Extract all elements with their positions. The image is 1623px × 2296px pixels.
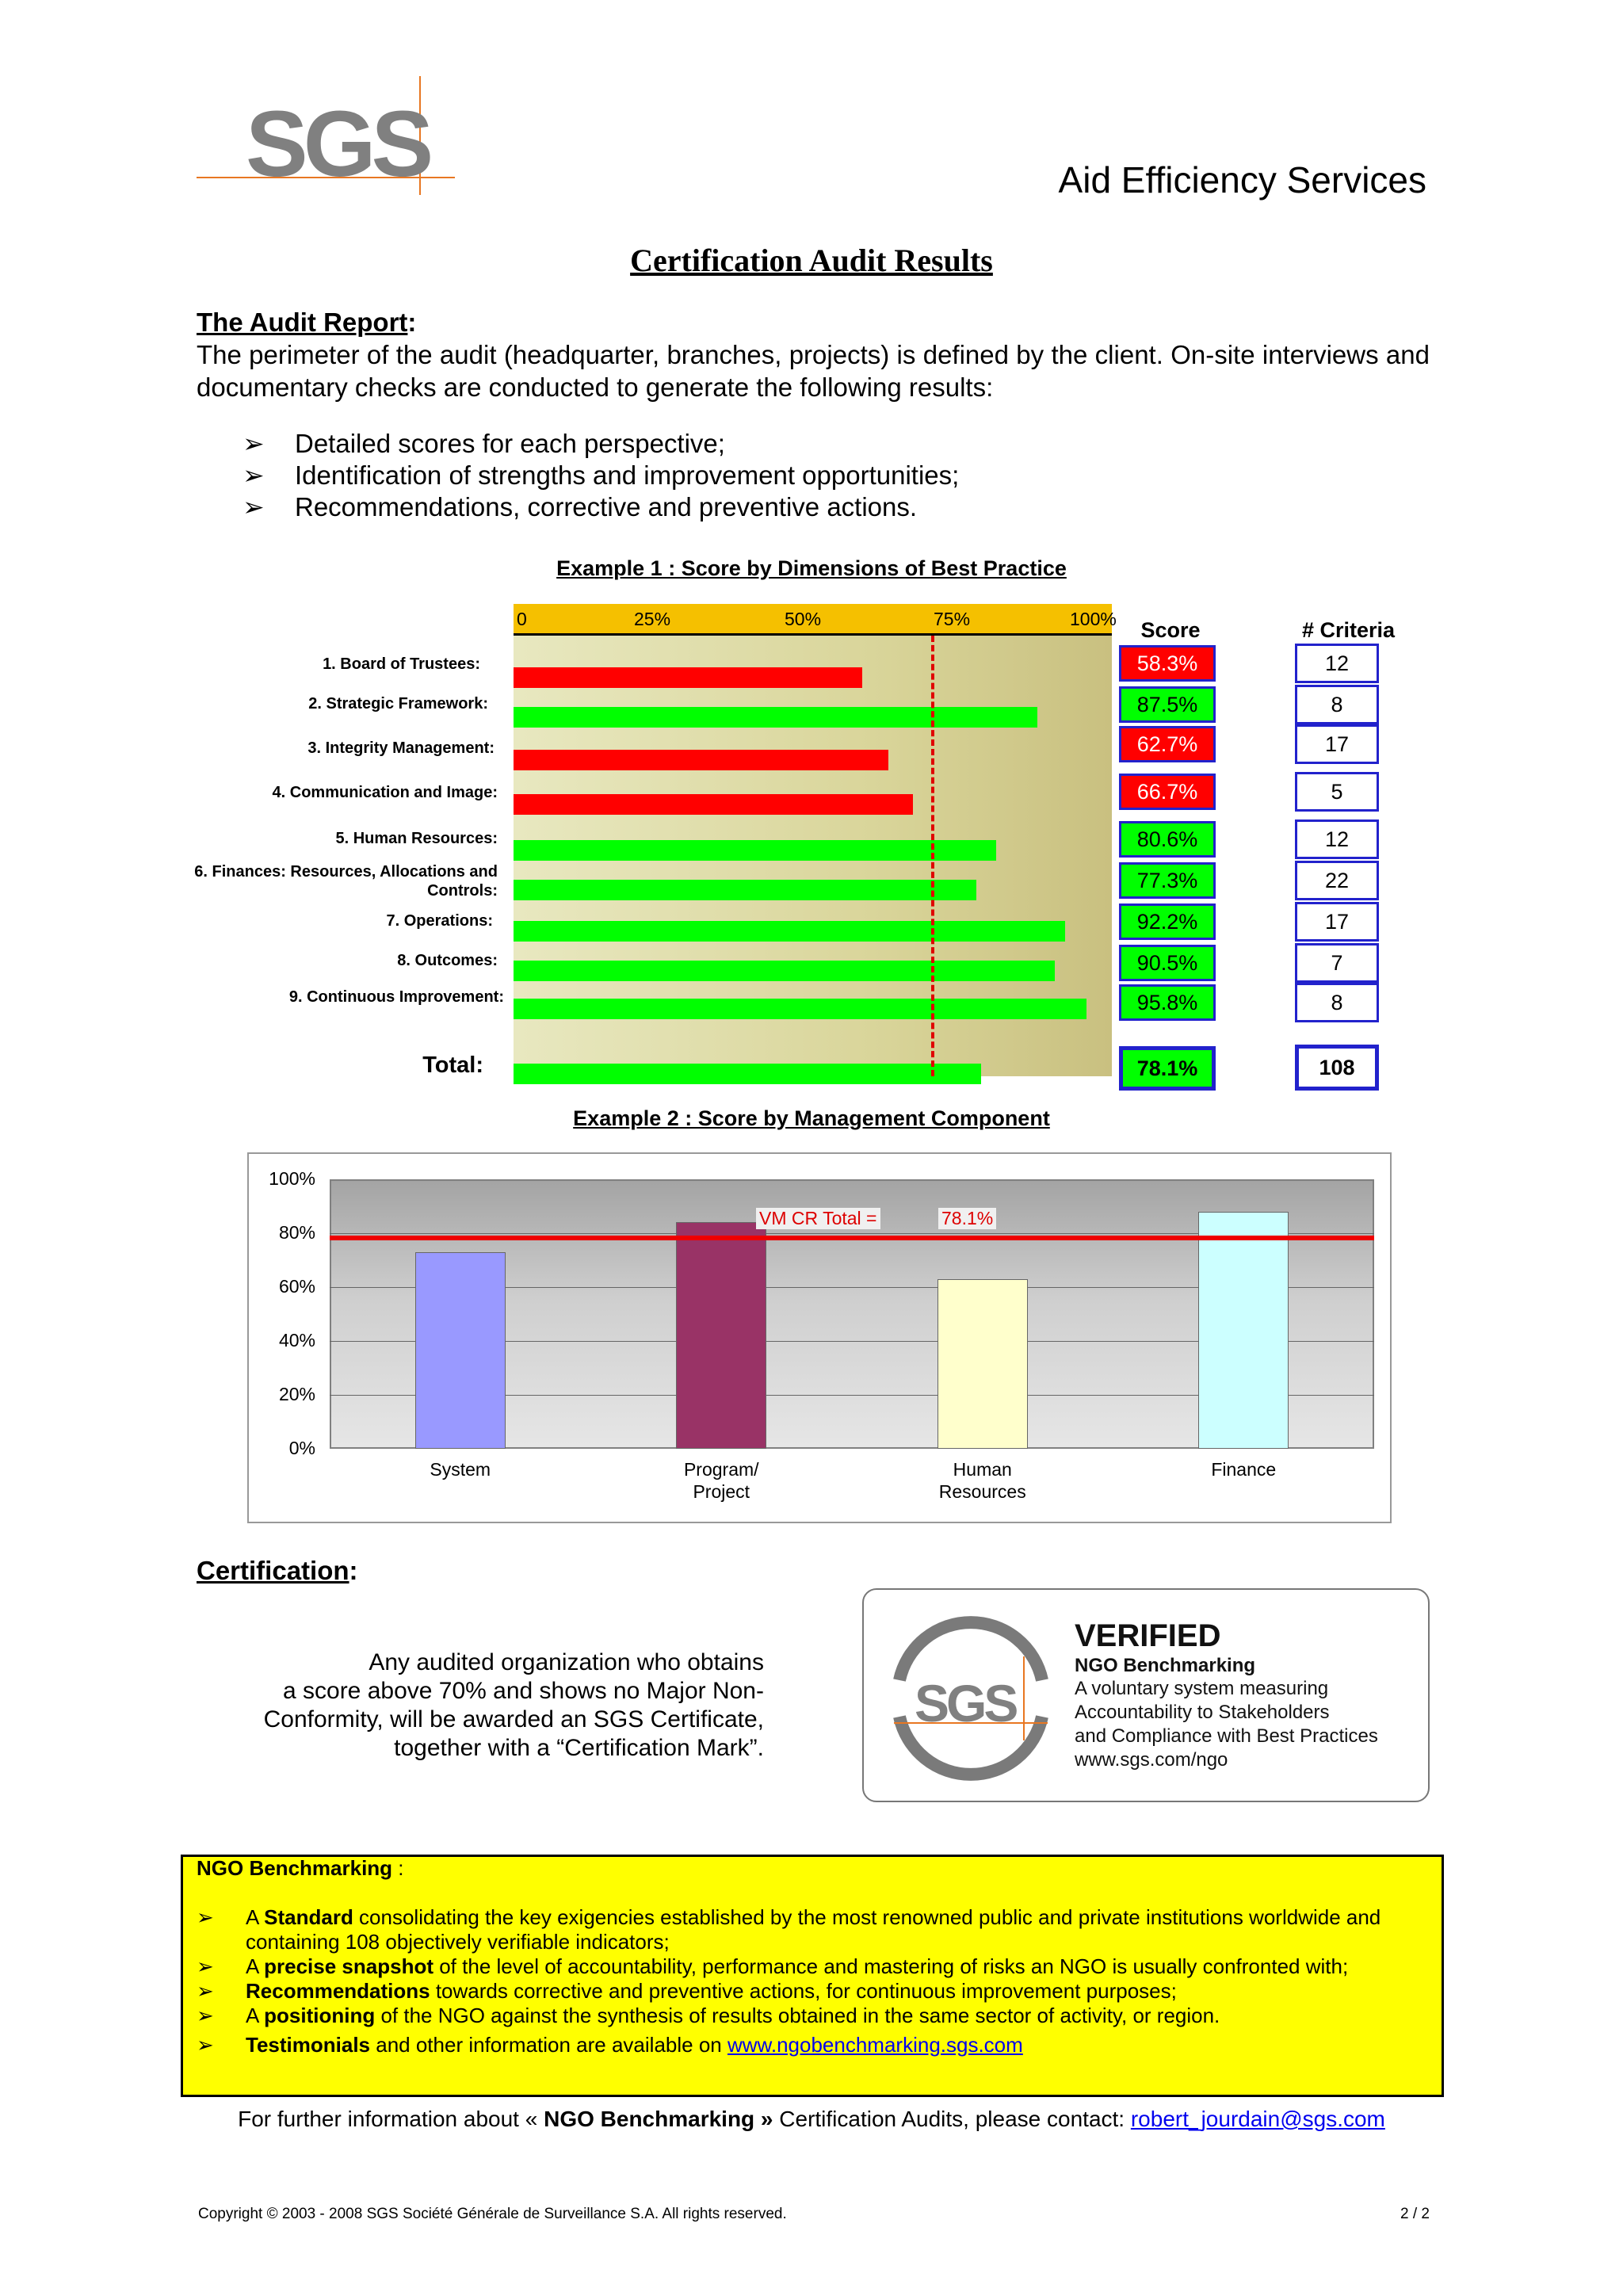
reference-line-value: 78.1% — [938, 1208, 996, 1229]
x-tick-label: Program/ Project — [683, 1459, 759, 1502]
dimension-label: 1. Board of Trustees: — [323, 655, 480, 673]
list-item: ➢ Identification of strengths and improvement opportunities; — [242, 460, 960, 490]
verified-subtitle: NGO Benchmarking — [1075, 1655, 1256, 1676]
axis-tick-label: 50% — [785, 609, 822, 629]
component-bar — [415, 1252, 506, 1449]
total-reference-line — [330, 1236, 1374, 1240]
arrow-bullet-icon: ➢ — [242, 492, 265, 521]
total-label: Total: — [422, 1052, 483, 1078]
sgs-seal-icon — [880, 1607, 1062, 1790]
contact-line: For further information about « NGO Benchmarking » Certification Audits, please contact: robert_jourdain@sgs.com — [238, 2107, 1385, 2131]
arrow-bullet-icon: ➢ — [197, 1905, 214, 1929]
dimension-label: 6. Finances: Resources, Allocations and Controls: — [194, 863, 498, 900]
list-item: ➢ Testimonials and other information are available on www.ngobenchmarking.sgs.com — [197, 2033, 1023, 2057]
score-cell: 90.5% — [1119, 945, 1216, 981]
score-cell: 80.6% — [1119, 821, 1216, 858]
certification-text: Any audited organization who obtains a score above 70% and shows no Major Non- Conformity, will be awarded an SGS Certificate, together with a “Certification Mark”. — [263, 1649, 764, 1761]
ngo-benchmarking-heading: NGO Benchmarking : — [197, 1856, 404, 1880]
criteria-cell: 7 — [1295, 943, 1379, 983]
dimension-label: 9. Continuous Improvement: — [288, 988, 504, 1006]
score-cell: 92.2% — [1119, 904, 1216, 940]
dimension-label: 2. Strategic Framework: — [308, 695, 488, 712]
y-tick-label: 100% — [269, 1168, 315, 1189]
score-bar — [514, 880, 976, 900]
arrow-bullet-icon: ➢ — [242, 460, 265, 490]
score-bar — [514, 1064, 981, 1084]
certification-heading: Certification: — [197, 1556, 358, 1585]
score-cell: 87.5% — [1119, 686, 1216, 723]
example1-axis — [514, 604, 1117, 636]
criteria-cell: 8 — [1295, 983, 1379, 1022]
score-bar — [514, 794, 913, 815]
arrow-bullet-icon: ➢ — [197, 1979, 214, 2003]
x-tick-label: System — [430, 1459, 491, 1480]
verified-title: VERIFIED — [1075, 1618, 1221, 1653]
y-tick-label: 80% — [278, 1222, 315, 1243]
y-tick-label: 20% — [278, 1384, 315, 1404]
contact-email-link[interactable]: robert_jourdain@sgs.com — [1130, 2107, 1385, 2131]
reference-line-label: VM CR Total = — [756, 1208, 880, 1229]
axis-tick-label: 75% — [934, 609, 971, 629]
score-cell: 77.3% — [1119, 862, 1216, 899]
page-title: Certification Audit Results — [630, 243, 993, 278]
list-item: ➢ A Standard consolidating the key exigencies established by the most renowned public and private institutions worldwide and containing 108 objectively verifiable indicators; — [197, 1905, 1381, 1954]
audit-report-section — [197, 306, 1430, 403]
list-item: ➢ Recommendations towards corrective and preventive actions, for continuous improvement purposes; — [197, 1979, 1177, 2003]
criteria-cell: 12 — [1295, 644, 1379, 683]
total-score-cell: 78.1% — [1119, 1046, 1216, 1091]
y-tick-label: 40% — [278, 1330, 315, 1350]
audit-report-body: The perimeter of the audit (headquarter, branches, projects) is defined by the client. On-site interviews and documentary checks are conducted to generate the following results: — [197, 340, 1430, 402]
brand-title: Aid Efficiency Services — [1058, 159, 1426, 201]
criteria-cell: 8 — [1295, 685, 1379, 724]
list-item: ➢ Detailed scores for each perspective; — [242, 429, 725, 458]
component-bar — [676, 1222, 766, 1449]
dimension-label: 7. Operations: — [386, 912, 493, 930]
score-cell: 95.8% — [1119, 984, 1216, 1021]
arrow-bullet-icon: ➢ — [242, 429, 265, 458]
x-tick-label: Finance — [1211, 1459, 1277, 1480]
ngo-benchmarking-list — [197, 1905, 1433, 2057]
list-item: ➢ A precise snapshot of the level of accountability, performance and mastering of risks an NGO is usually confronted with; — [197, 1954, 1349, 1978]
y-tick-label: 0% — [288, 1438, 315, 1458]
arrow-bullet-icon: ➢ — [197, 1954, 214, 1978]
example2-title: Example 2 : Score by Management Component — [573, 1106, 1050, 1130]
dimension-label: 4. Communication and Image: — [272, 784, 498, 801]
criteria-cell: 22 — [1295, 861, 1379, 900]
score-cell: 58.3% — [1119, 645, 1216, 682]
audit-report-heading: The Audit Report: — [197, 308, 417, 337]
score-bar — [514, 999, 1086, 1019]
score-column-header: Score — [1140, 618, 1201, 642]
arrow-bullet-icon: ➢ — [197, 2004, 214, 2027]
dimension-label: 3. Integrity Management: — [307, 739, 495, 757]
criteria-cell: 17 — [1295, 724, 1379, 764]
score-bar — [514, 750, 888, 770]
y-tick-label: 60% — [278, 1276, 315, 1297]
axis-tick-label: 100% — [1070, 609, 1117, 629]
component-bar — [1198, 1212, 1289, 1449]
results-list — [242, 428, 1431, 523]
axis-tick-label: 25% — [634, 609, 671, 629]
target-threshold-line — [931, 636, 934, 1076]
example1-title: Example 1 : Score by Dimensions of Best Practice — [556, 556, 1067, 580]
score-bar — [514, 921, 1065, 942]
list-item: ➢ Recommendations, corrective and preventive actions. — [242, 492, 918, 521]
svg-text:SGS: SGS — [246, 92, 430, 195]
svg-text:SGS: SGS — [915, 1674, 1016, 1733]
score-bar — [514, 667, 862, 688]
score-cell: 62.7% — [1119, 726, 1216, 762]
score-bar — [514, 840, 996, 861]
list-item: ➢ A positioning of the NGO against the synthesis of results obtained in the same sector of activity, or region. — [197, 2004, 1220, 2027]
criteria-cell: 12 — [1295, 819, 1379, 859]
sgs-logo — [197, 76, 458, 195]
criteria-cell: 5 — [1295, 772, 1379, 812]
dimension-label: 5. Human Resources: — [335, 830, 498, 847]
component-bar — [938, 1279, 1028, 1449]
ngobenchmarking-link[interactable]: www.ngobenchmarking.sgs.com — [727, 2033, 1023, 2057]
copyright-footer: Copyright © 2003 - 2008 SGS Société Générale de Surveillance S.A. All rights reserved. — [198, 2206, 787, 2222]
x-tick-label: Human Resources — [938, 1459, 1026, 1502]
page-number: 2 / 2 — [1400, 2206, 1430, 2222]
score-bar — [514, 707, 1037, 728]
axis-tick-label: 0 — [517, 609, 527, 629]
verified-description: A voluntary system measuring Accountability to Stakeholders and Compliance with Best Practices www.sgs.com/ngo — [1075, 1678, 1378, 1771]
score-bar — [514, 961, 1055, 981]
dimension-label: 8. Outcomes: — [397, 952, 498, 969]
arrow-bullet-icon: ➢ — [197, 2033, 214, 2057]
criteria-column-header: # Criteria — [1301, 618, 1395, 642]
criteria-cell: 17 — [1295, 902, 1379, 942]
score-cell: 66.7% — [1119, 774, 1216, 810]
total-criteria-cell: 108 — [1295, 1045, 1379, 1091]
